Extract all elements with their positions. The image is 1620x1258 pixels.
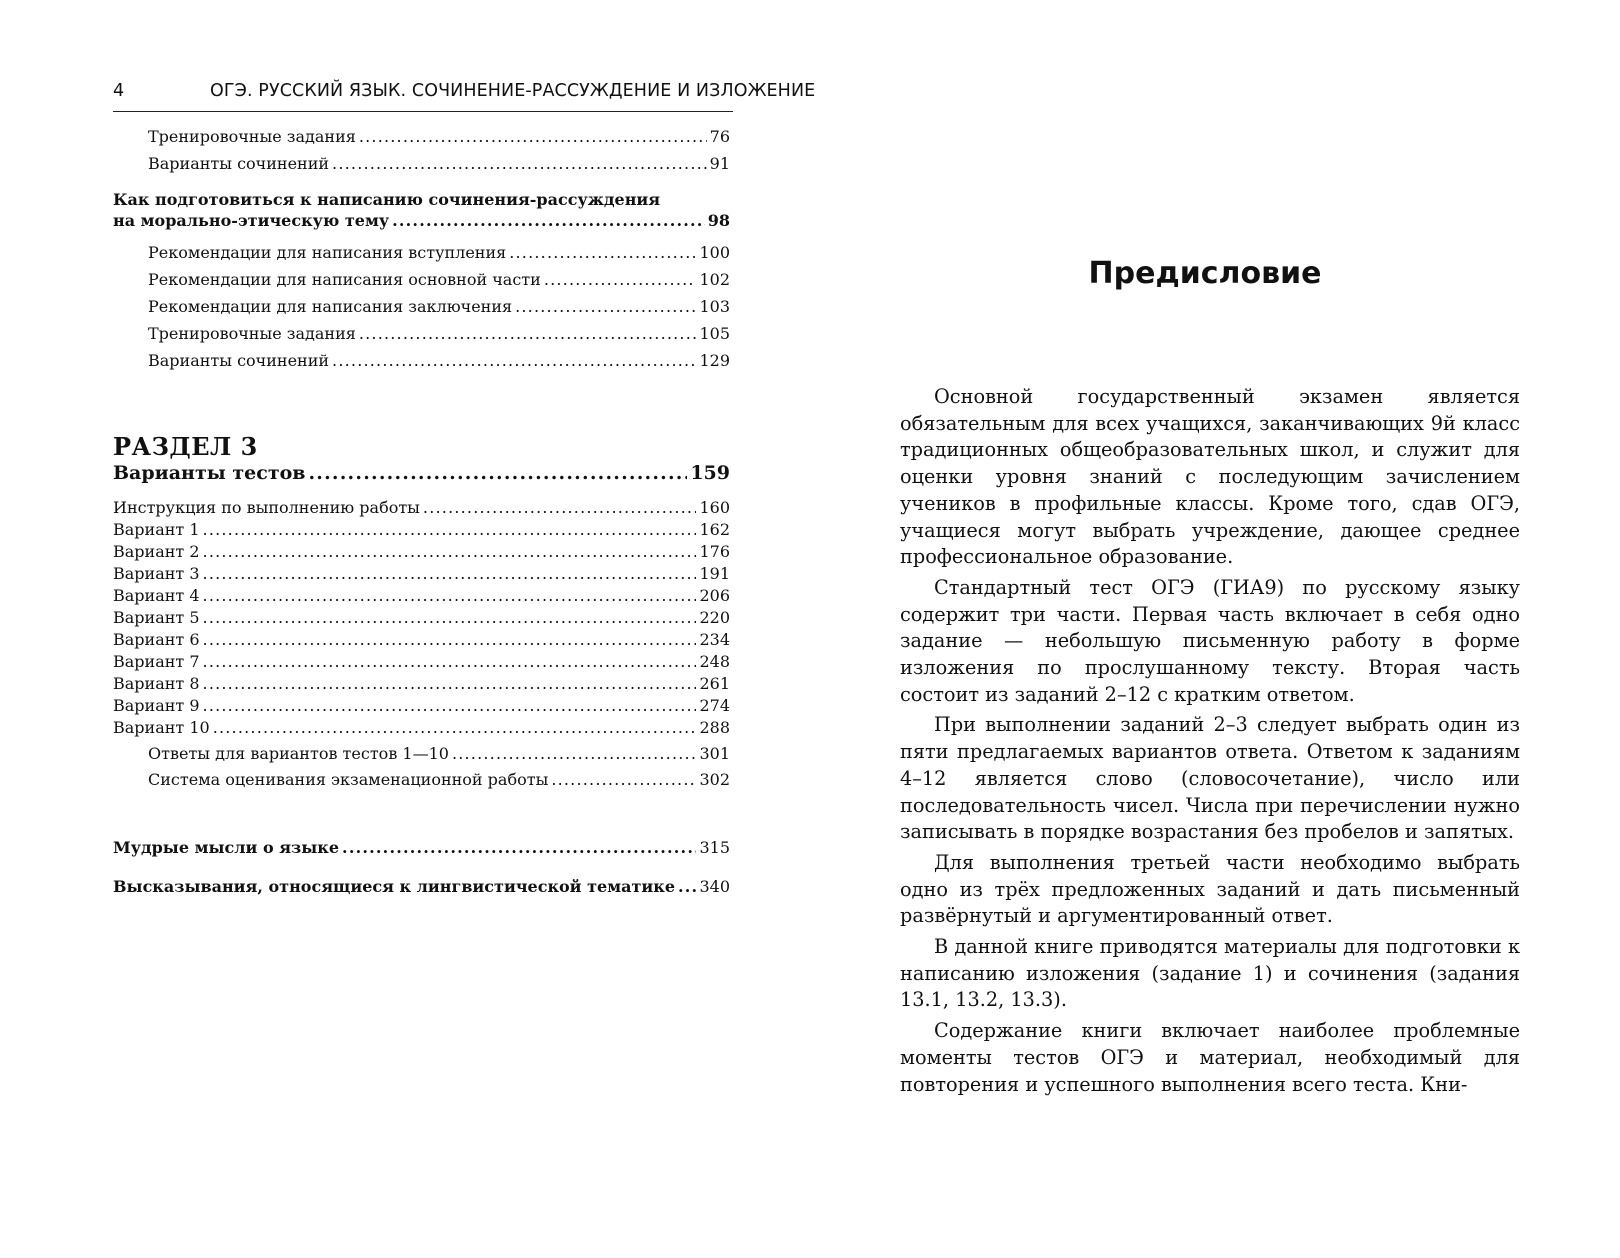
- section-heading: РАЗДЕЛ 3: [113, 432, 258, 461]
- toc-entry: [113, 564, 730, 584]
- toc-section-title-line2: на морально-этическую тему: [113, 211, 390, 230]
- toc-entry-title: Вариант 10: [113, 718, 210, 737]
- toc-entry-page: 98: [707, 211, 730, 230]
- toc-entry-page: 162: [699, 520, 730, 539]
- toc-entry: [148, 744, 730, 764]
- toc-entry-title: Вариант 3: [113, 564, 200, 583]
- toc-entry: [113, 652, 730, 672]
- toc-entry-page: 288: [699, 718, 730, 737]
- toc-entry: [148, 297, 730, 317]
- toc-entry: [148, 127, 730, 147]
- toc-entry: [113, 498, 730, 518]
- toc-entry-title: Тренировочные задания: [148, 324, 356, 343]
- toc-entry-title: Тренировочные задания: [148, 127, 356, 146]
- toc-entry-title: Вариант 1: [113, 520, 200, 539]
- toc-entry-page: 160: [699, 498, 730, 517]
- toc-entry: [113, 542, 730, 562]
- toc-entry-title: Варианты сочинений: [148, 351, 330, 370]
- toc-entry: [113, 520, 730, 540]
- toc-entry-title: Ответы для вариантов тестов 1—10: [148, 744, 449, 763]
- toc-entry: [148, 324, 730, 344]
- toc-entry: [148, 770, 730, 790]
- toc-entry-title: Вариант 7: [113, 652, 200, 671]
- paragraph: Основной государственный экзамен является обязательным для всех учащихся, заканчивающих 9й класс традиционных общеобразовательных школ, и служит для оценки уровня знаний с последующим зачислением учеников в профильные классы. Кроме того, сдав ОГЭ, учащиеся могут выбрать учреждение, дающее среднее профессиональное образование.: [900, 385, 1520, 569]
- toc-entry: [113, 674, 730, 694]
- toc-entry-title: Вариант 5: [113, 608, 200, 627]
- toc-entry-page: 315: [699, 838, 730, 857]
- paragraph: При выполнении заданий 2–3 следует выбрать один из пяти предлагаемых вариантов ответа. Ответом к заданиям 4–12 является слово (словосочетание), число или последовательность чисел. Числа при перечислении нужно записывать в порядке возрастания без пробелов и запятых.: [900, 713, 1520, 844]
- toc-entry-page: 129: [699, 351, 730, 370]
- toc-section-title-line1: Как подготовиться к написанию сочинения-рассуждения: [113, 190, 661, 209]
- toc-entry-page: 261: [699, 674, 730, 693]
- toc-entry-page: 176: [699, 542, 730, 561]
- toc-entry: [113, 630, 730, 650]
- toc-entry-title: Рекомендации для написания вступления: [148, 243, 507, 262]
- toc-entry: [113, 696, 730, 716]
- toc-entry-page: 274: [699, 696, 730, 715]
- toc-entry-page: 248: [699, 652, 730, 671]
- paragraph: Для выполнения третьей части необходимо выбрать одно из трёх предложенных заданий и дать письменный развёрнутый и аргументированный ответ.: [900, 850, 1520, 928]
- toc-entry-page: 206: [699, 586, 730, 605]
- paragraph: Стандартный тест ОГЭ (ГИА9) по русскому языку содержит три части. Первая часть включает в себя одно задание — небольшую письменную работу в форме изложения по прослушанному тексту. Вторая часть состоит из заданий 2–12 с кратким ответом.: [900, 575, 1520, 706]
- toc-entry-page: 91: [709, 154, 730, 173]
- toc-entry-page: 191: [699, 564, 730, 583]
- toc-section-entry: [113, 877, 730, 897]
- toc-entry-title: Инструкция по выполнению работы: [113, 498, 420, 517]
- toc-entry-title: Вариант 6: [113, 630, 200, 649]
- preface-title: Предисловие: [1088, 256, 1322, 291]
- toc-entry-page: 100: [699, 243, 730, 262]
- toc-entry: [113, 608, 730, 628]
- toc-entry-title: Система оценивания экзаменационной работы: [148, 770, 549, 789]
- toc-entry-page: 103: [699, 297, 730, 316]
- toc-section-entry: [113, 838, 730, 858]
- toc-entry-title: Рекомендации для написания основной части: [148, 270, 541, 289]
- toc-section-title: Высказывания, относящиеся к лингвистической тематике: [113, 877, 675, 896]
- toc-section-title: Мудрые мысли о языке: [113, 838, 340, 857]
- toc-entry-page: 102: [699, 270, 730, 289]
- toc-entry-title: Вариант 2: [113, 542, 200, 561]
- toc-entry-page: 105: [699, 324, 730, 343]
- toc-entry: [148, 351, 730, 371]
- paragraph: Содержание книги включает наиболее проблемные моменты тестов ОГЭ и материал, необходимый для повторения и успешного выполнения всего теста. Кни-: [900, 1019, 1520, 1096]
- toc-entry-page: 76: [709, 127, 730, 146]
- running-header: [113, 80, 816, 112]
- page-number: 4: [113, 81, 125, 101]
- paragraph: В данной книге приводятся материалы для подготовки к написанию изложения (задание 1) и сочинения (задания 13.1, 13.2, 13.3).: [900, 935, 1520, 1012]
- toc-entry: [148, 270, 730, 290]
- toc-entry: [113, 718, 730, 738]
- toc-entry: [113, 586, 730, 606]
- toc-section-title: Варианты тестов: [113, 462, 306, 484]
- toc-entry-title: Варианты сочинений: [148, 154, 330, 173]
- toc-section-entry: [113, 463, 730, 483]
- toc-entry: [148, 154, 730, 174]
- toc-entry-page: 234: [699, 630, 730, 649]
- toc-entry-page: 220: [699, 608, 730, 627]
- toc-entry-page: 340: [699, 877, 730, 896]
- toc-entry-title: Вариант 4: [113, 586, 200, 605]
- toc-entry-title: Вариант 9: [113, 696, 200, 715]
- toc-entry-page: 159: [690, 462, 730, 484]
- toc-entry-title: Рекомендации для написания заключения: [148, 297, 513, 316]
- toc-entry: [148, 243, 730, 263]
- toc-section-entry: [113, 211, 730, 231]
- right-page: [810, 0, 1620, 1258]
- preface-body: [900, 384, 1520, 1102]
- toc-entry-page: 301: [699, 744, 730, 763]
- toc-entry-title: Вариант 8: [113, 674, 200, 693]
- toc-entry-page: 302: [699, 770, 730, 789]
- running-title: ОГЭ. РУССКИЙ ЯЗЫК. СОЧИНЕНИЕ-РАССУЖДЕНИЕ И ИЗЛОЖЕНИЕ: [210, 81, 816, 101]
